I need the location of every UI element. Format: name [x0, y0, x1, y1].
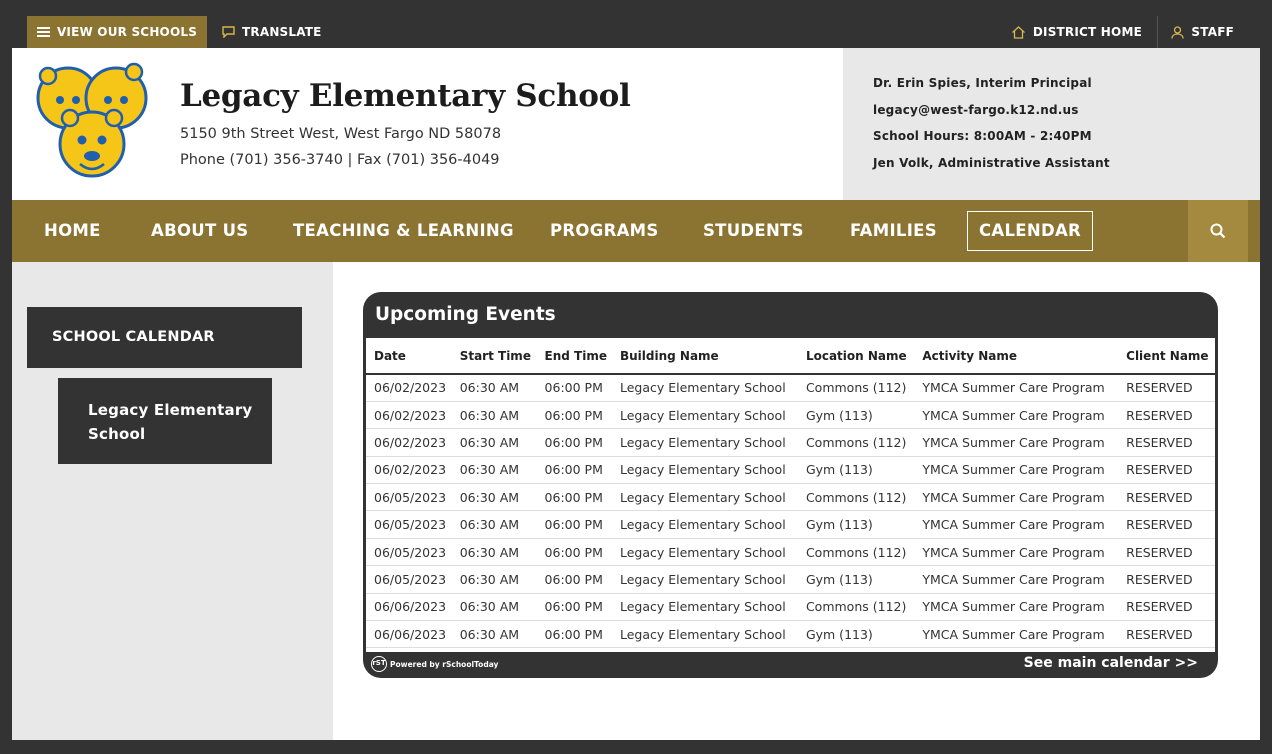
school-email[interactable]: legacy@west-fargo.k12.nd.us	[873, 102, 1079, 117]
sidebar-subitem-legacy[interactable]: Legacy Elementary School	[58, 378, 272, 464]
table-cell: 06/02/2023	[366, 374, 452, 401]
see-main-calendar-link[interactable]: See main calendar >>	[1023, 655, 1198, 671]
table-cell: RESERVED	[1118, 429, 1215, 456]
table-cell: 06:30 AM	[452, 566, 537, 593]
topbar-divider	[1157, 16, 1158, 48]
table-cell: YMCA Summer Care Program	[914, 566, 1118, 593]
table-row[interactable]	[366, 374, 1215, 401]
table-cell: YMCA Summer Care Program	[914, 401, 1118, 428]
table-cell: Commons (112)	[798, 484, 914, 511]
table-cell: Legacy Elementary School	[612, 511, 798, 538]
events-table-wrap	[366, 338, 1215, 652]
table-cell: Gym (113)	[798, 621, 914, 648]
table-cell: 06:00 PM	[537, 538, 612, 565]
search-icon	[1210, 223, 1226, 239]
staff-label: STAFF	[1191, 25, 1234, 39]
nav-programs[interactable]: PROGRAMS	[550, 221, 659, 240]
table-cell: Gym (113)	[798, 566, 914, 593]
table-cell: 06:30 AM	[452, 429, 537, 456]
table-cell: 06:30 AM	[452, 538, 537, 565]
table-cell: Legacy Elementary School	[612, 621, 798, 648]
table-cell: YMCA Summer Care Program	[914, 538, 1118, 565]
table-cell: 06:00 PM	[537, 429, 612, 456]
column-header: Location Name	[798, 338, 914, 374]
table-body	[366, 374, 1215, 648]
contact-panel	[843, 48, 1260, 200]
nav-calendar[interactable]: CALENDAR	[967, 211, 1093, 251]
table-row[interactable]	[366, 511, 1215, 538]
table-cell: RESERVED	[1118, 456, 1215, 483]
table-cell: YMCA Summer Care Program	[914, 456, 1118, 483]
nav-about-us[interactable]: ABOUT US	[151, 221, 249, 240]
column-header: Start Time	[452, 338, 537, 374]
search-button[interactable]	[1188, 200, 1248, 262]
nav-students[interactable]: STUDENTS	[703, 221, 804, 240]
table-cell: RESERVED	[1118, 621, 1215, 648]
table-cell: RESERVED	[1118, 593, 1215, 620]
assistant-name: Jen Volk, Administrative Assistant	[873, 155, 1110, 170]
nav-home[interactable]: HOME	[44, 221, 101, 240]
user-icon	[1171, 26, 1184, 39]
table-cell: RESERVED	[1118, 538, 1215, 565]
table-cell: YMCA Summer Care Program	[914, 511, 1118, 538]
table-row[interactable]	[366, 429, 1215, 456]
table-row[interactable]	[366, 484, 1215, 511]
powered-by[interactable]	[371, 656, 498, 672]
table-cell: Commons (112)	[798, 538, 914, 565]
column-header: Date	[366, 338, 452, 374]
table-cell: 06:30 AM	[452, 456, 537, 483]
view-schools-button[interactable]	[27, 16, 207, 48]
table-cell: Gym (113)	[798, 401, 914, 428]
table-cell: Commons (112)	[798, 374, 914, 401]
table-cell: Commons (112)	[798, 429, 914, 456]
school-address: 5150 9th Street West, West Fargo ND 58078	[180, 126, 502, 142]
table-cell: RESERVED	[1118, 401, 1215, 428]
column-header: End Time	[537, 338, 612, 374]
table-cell: 06:00 PM	[537, 484, 612, 511]
powered-by-label: Powered by rSchoolToday	[390, 659, 499, 669]
table-cell: 06:00 PM	[537, 374, 612, 401]
table-cell: 06/05/2023	[366, 538, 452, 565]
table-cell: 06:30 AM	[452, 593, 537, 620]
table-cell: 06/05/2023	[366, 511, 452, 538]
table-cell: Legacy Elementary School	[612, 566, 798, 593]
view-schools-label: VIEW OUR SCHOOLS	[56, 25, 198, 39]
principal-name: Dr. Erin Spies, Interim Principal	[873, 76, 1092, 90]
table-cell: 06/06/2023	[366, 621, 452, 648]
table-row[interactable]	[366, 538, 1215, 565]
district-home-label: DISTRICT HOME	[1032, 25, 1142, 39]
district-home-link[interactable]	[1011, 16, 1142, 48]
table-cell: YMCA Summer Care Program	[914, 374, 1118, 401]
school-logo-icon[interactable]	[34, 58, 150, 186]
table-cell: 06:00 PM	[537, 593, 612, 620]
table-cell: 06/02/2023	[366, 456, 452, 483]
table-cell: Gym (113)	[798, 456, 914, 483]
table-cell: Legacy Elementary School	[612, 374, 798, 401]
table-cell: 06/02/2023	[366, 401, 452, 428]
table-row[interactable]	[366, 621, 1215, 648]
table-header-row	[366, 338, 1215, 374]
table-cell: Legacy Elementary School	[612, 401, 798, 428]
menu-icon	[37, 27, 50, 37]
table-cell: 06:00 PM	[537, 621, 612, 648]
table-cell: Legacy Elementary School	[612, 484, 798, 511]
table-cell: 06:30 AM	[452, 401, 537, 428]
table-row[interactable]	[366, 566, 1215, 593]
table-cell: 06/02/2023	[366, 429, 452, 456]
school-name[interactable]: Legacy Elementary School	[180, 78, 631, 114]
sidebar-item-school-calendar[interactable]: SCHOOL CALENDAR	[27, 307, 302, 368]
translate-label: TRANSLATE	[242, 25, 322, 39]
table-cell: 06/05/2023	[366, 566, 452, 593]
table-row[interactable]	[366, 593, 1215, 620]
rschooltoday-logo-icon: rST	[371, 656, 387, 672]
translate-button[interactable]	[222, 16, 322, 48]
column-header: Client Name	[1118, 338, 1215, 374]
table-cell: Legacy Elementary School	[612, 593, 798, 620]
table-cell: 06:00 PM	[537, 511, 612, 538]
widget-title: Upcoming Events	[375, 304, 556, 325]
upcoming-events-widget	[363, 292, 1218, 678]
events-table	[366, 338, 1215, 648]
table-cell: 06:00 PM	[537, 456, 612, 483]
table-cell: Legacy Elementary School	[612, 429, 798, 456]
table-cell: 06:30 AM	[452, 484, 537, 511]
nav-teaching-learning[interactable]: TEACHING & LEARNING	[293, 221, 514, 240]
main-nav	[12, 200, 1260, 262]
table-cell: 06/06/2023	[366, 593, 452, 620]
column-header: Activity Name	[914, 338, 1118, 374]
table-cell: YMCA Summer Care Program	[914, 621, 1118, 648]
table-row[interactable]	[366, 456, 1215, 483]
table-cell: RESERVED	[1118, 566, 1215, 593]
home-icon	[1011, 26, 1026, 39]
table-cell: Legacy Elementary School	[612, 456, 798, 483]
table-cell: Commons (112)	[798, 593, 914, 620]
table-cell: 06:30 AM	[452, 511, 537, 538]
chat-bubble-icon	[222, 26, 235, 38]
school-hours: School Hours: 8:00AM - 2:40PM	[873, 129, 1092, 143]
table-cell: 06:00 PM	[537, 566, 612, 593]
table-cell: 06:30 AM	[452, 621, 537, 648]
utility-bar	[12, 0, 1260, 48]
table-row[interactable]	[366, 401, 1215, 428]
table-cell: 06/05/2023	[366, 484, 452, 511]
table-cell: Legacy Elementary School	[612, 538, 798, 565]
table-cell: RESERVED	[1118, 374, 1215, 401]
staff-link[interactable]	[1171, 16, 1234, 48]
table-cell: RESERVED	[1118, 511, 1215, 538]
table-cell: YMCA Summer Care Program	[914, 429, 1118, 456]
table-cell: 06:30 AM	[452, 374, 537, 401]
column-header: Building Name	[612, 338, 798, 374]
table-cell: 06:00 PM	[537, 401, 612, 428]
table-cell: RESERVED	[1118, 484, 1215, 511]
school-phone-fax: Phone (701) 356-3740 | Fax (701) 356-4049	[180, 152, 500, 168]
nav-families[interactable]: FAMILIES	[850, 221, 937, 240]
table-cell: YMCA Summer Care Program	[914, 484, 1118, 511]
table-cell: Gym (113)	[798, 511, 914, 538]
table-cell: YMCA Summer Care Program	[914, 593, 1118, 620]
